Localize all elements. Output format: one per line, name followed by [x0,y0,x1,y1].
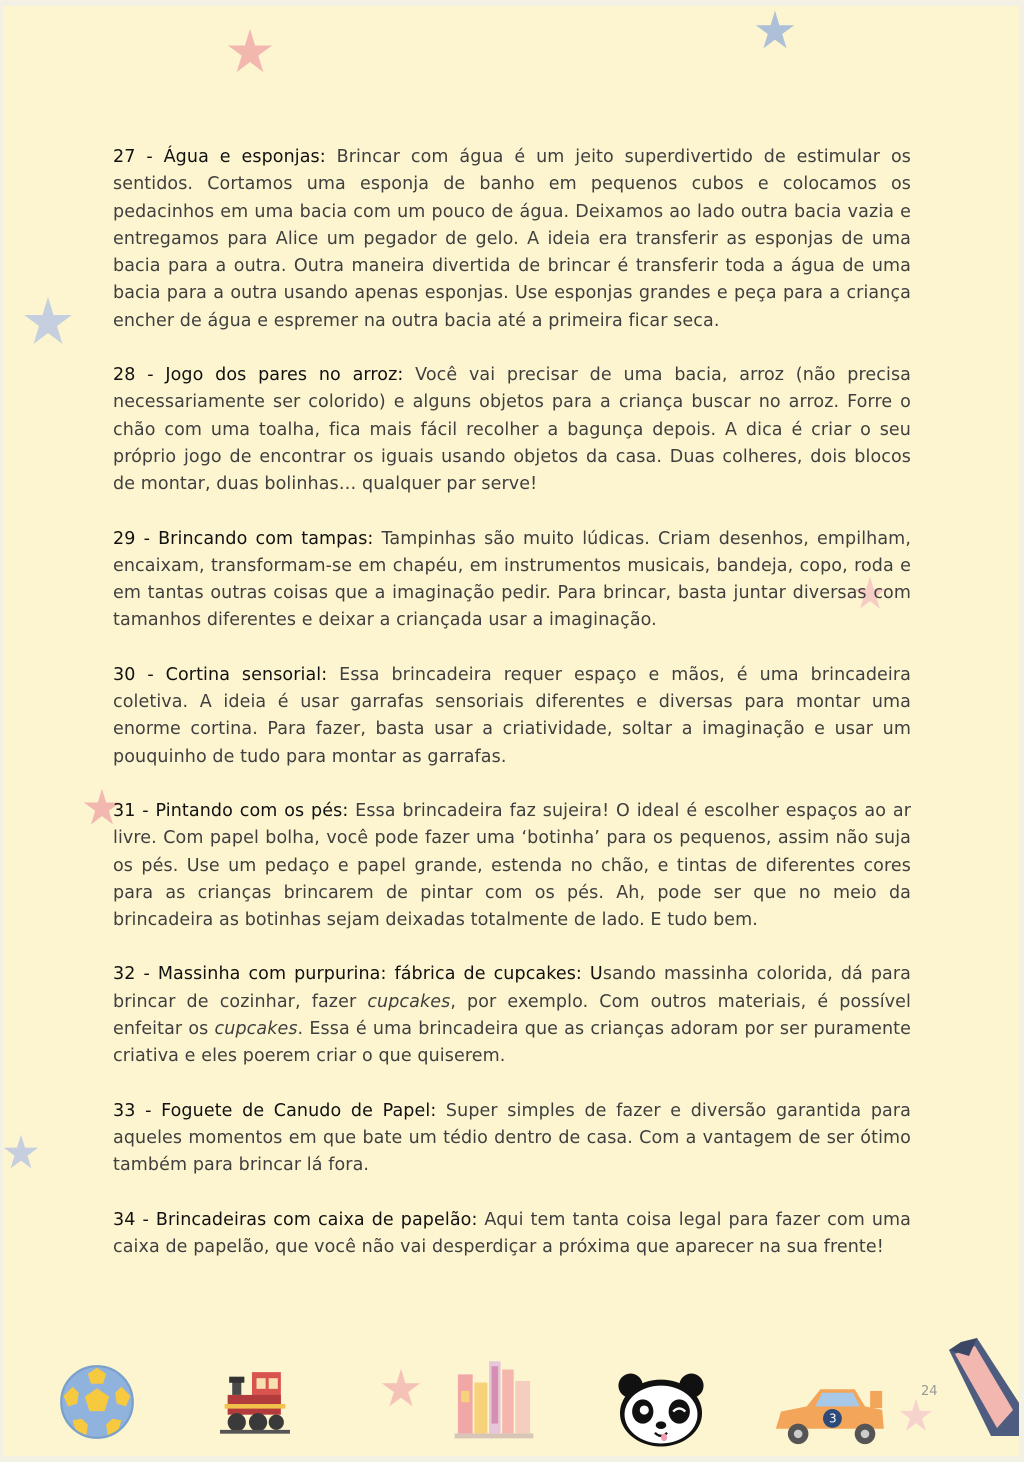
activity-body: Super simples de fazer e diversão garantida para aqueles momentos em que bate um tédio dentro de casa. Com a vantagem de ser ótimo também para brincar lá fora. [113,1100,912,1176]
activity-body: sando massinha colorida, dá para brincar de cozinhar, fazer [113,964,911,1012]
activity-body: Essa brincadeira faz sujeira! O ideal é escolher espaços ao ar livre. Com papel bolha, você pode fazer uma ‘botinha’ para os pequenos, assim não suja os pés. Use um pedaço e papel grande, estenda no chão, e tintas de diferentes cores para as crianças brincarem de pintar com os pés. Ah, pode ser que no meio da brincadeira as botinhas sejam deixadas totalmente de lado. E tudo bem. [113,800,911,931]
pink-star-icon [381,1368,421,1408]
activity-28 [113,362,911,498]
activity-body-italic: cupcakes [367,991,451,1012]
activity-32 [113,961,911,1070]
activity-title: 27 - Água e esponjas: [113,147,326,167]
race-car-icon [769,1380,889,1450]
blue-star-icon [755,10,795,50]
activity-body: Brincar com água é um jeito superdivertido de estimular os sentidos. Cortamos uma esponja de banho em pequenos cubos e colocamos os pedacinhos em uma bacia com um pouco de água. Deixamos ao lado outra bacia vazia e entregamos para Alice um pegador de gelo. A ideia era transferir as esponjas de uma bacia para a outra. Outra maneira divertida de brincar é transferir toda a água de uma bacia para a outra usando apenas esponjas. Use esponjas grandes e peça para a criança encher de água e espremer na outra bacia até a primeira ficar seca. [113,147,911,331]
activity-list [113,144,911,1288]
activity-title: 29 - Brincando com tampas: [113,528,374,549]
pink-star-icon [227,28,273,74]
activity-30 [113,662,911,771]
activity-body: Tampinhas são muito lúdicas. Criam desenhos, empilham, encaixam, transformam-se em chapéu, em instrumentos musicais, bandeja, copo, roda e em tantas outras coisas que a imaginação pedir. Para brincar, basta juntar diversas com tamanhos diferentes e deixar a criançada usar a imaginação. [113,528,911,631]
activity-27 [113,144,911,335]
activity-title: 28 - Jogo dos pares no arroz: [113,365,404,386]
soccer-ball-icon [59,1364,135,1440]
activity-body: . Essa é uma brincadeira que as crianças adoram por ser puramente criativa e eles poerem criar o que quiserem. [113,1019,911,1067]
panda-icon [615,1372,707,1448]
activity-body: Você vai precisar de uma bacia, arroz (não precisa necessariamente ser colorido) e alguns objetos para a criança buscar no arroz. Forre o chão com uma toalha, fica mais fácil recolher a bagunça depois. A dica é criar o seu próprio jogo de encontrar os iguais usando objetos da casa. Duas colheres, dois blocos de montar, duas bolinhas… qualquer par serve! [113,365,911,495]
activity-body-italic: cupcakes [214,1019,298,1040]
activity-title: 33 - Foguete de Canudo de Papel: [113,1100,437,1121]
pencil-icon [941,1336,1019,1436]
activity-body: Aqui tem tanta coisa legal para fazer com uma caixa de papelão, que você não vai desperdiçar a próxima que aparecer na sua frente! [113,1209,911,1257]
activity-29 [113,526,911,635]
activity-34 [113,1207,911,1262]
activity-33 [113,1098,911,1180]
activity-title: 30 - Cortina sensorial: [113,664,328,685]
activity-title: 31 - Pintando com os pés: [113,800,349,821]
page [3,6,1019,1456]
blue-star-icon [3,1134,39,1170]
activity-body: , por exemplo. Com outros materiais, é possível enfeitar os [113,991,912,1040]
activity-title: 34 - Brincadeiras com caixa de papelão: [113,1209,478,1230]
page-number: 24 [921,1384,938,1399]
pink-star-icon [899,1398,933,1432]
blue-star-icon [23,296,73,346]
toy-train-icon [217,1366,293,1436]
svg-text:3: 3 [829,1411,837,1426]
books-icon [453,1358,535,1440]
activity-body: Essa brincadeira requer espaço e mãos, é uma brincadeira coletiva. A ideia é usar garrafas sensoriais diferentes e diversas para montar uma enorme cortina. Para fazer, basta usar a criatividade, soltar a imaginação e usar um pouquinho de tudo para montar as garrafas. [113,664,911,767]
activity-title: 32 - Massinha com purpurina: fábrica de cupcakes: U [113,964,603,985]
activity-31 [113,798,911,934]
